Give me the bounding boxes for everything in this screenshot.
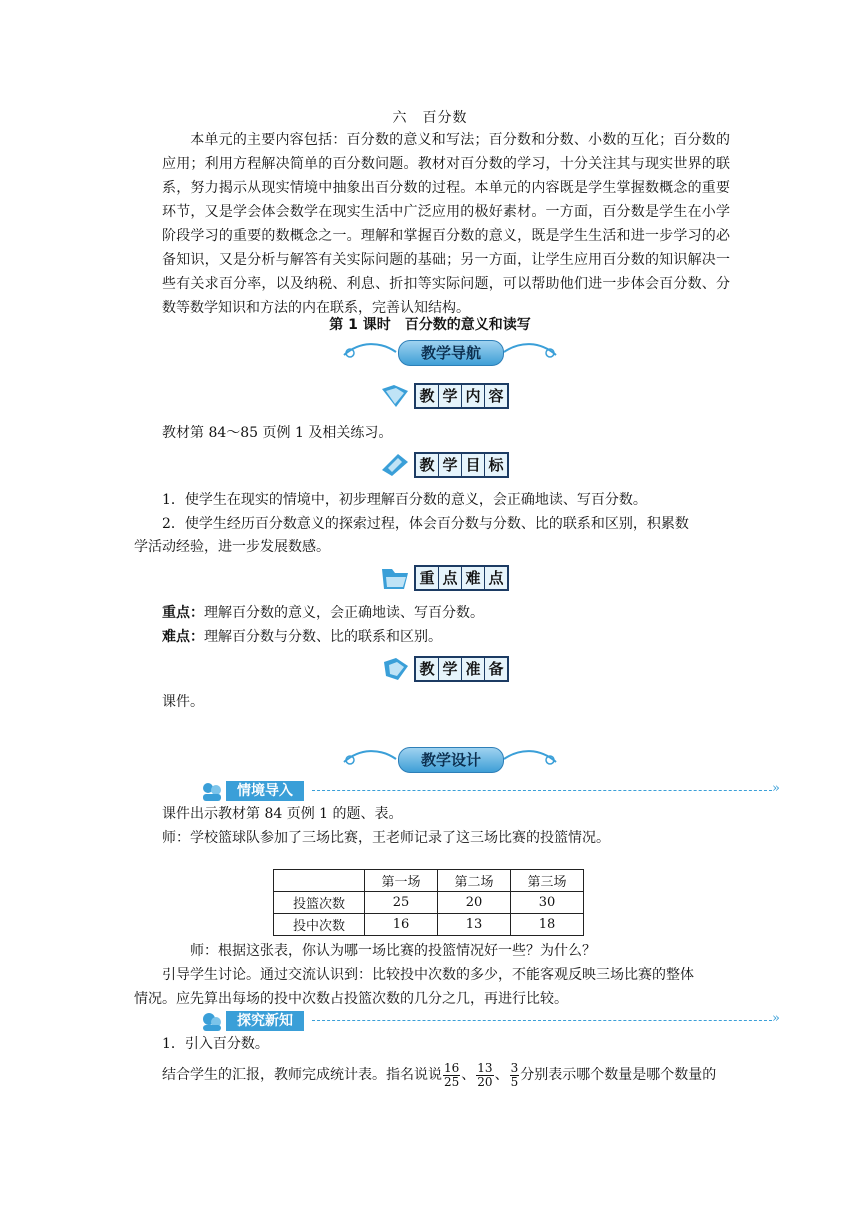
table-row [274,892,584,914]
content-text: 教材第 84～85 页例 1 及相关练习。 [162,425,393,441]
heading-char: 内 [462,385,485,407]
separator: 、 [494,1067,509,1083]
table-cell: 投篮次数 [274,892,365,914]
section-heading-key-points [380,563,520,593]
heading-char: 学 [439,658,462,680]
table-cell [274,870,365,892]
heading-char: 学 [439,385,462,407]
heading-char: 教 [416,454,439,476]
key-point-line [162,603,484,623]
discussion-line-2: 情况。应先算出每场的投中次数占投篮次数的几分之几，再进行比较。 [134,991,568,1007]
materials-icon [380,656,410,682]
scene-intro-tag [200,779,800,803]
section-heading-preparation [380,654,520,684]
fraction-13-20 [476,1062,493,1089]
fraction-denominator: 5 [510,1074,519,1089]
table-cell: 30 [511,892,584,914]
heading-char: 点 [488,569,504,587]
teacher-question: 师：根据这张表，你认为哪一场比赛的投篮情况好一些？为什么？ [190,943,596,959]
teaching-design-banner [340,744,560,774]
teaching-guide-banner [340,337,560,367]
pencil-icon [380,452,410,478]
fraction-denominator: 25 [444,1074,460,1089]
shooting-stats-table [273,869,584,936]
discussion-line-1: 引导学生讨论。通过交流认识到：比较投中次数的多少，不能客观反映三场比赛的整体 [162,967,694,983]
folder-icon [380,565,410,591]
heading-char: 容 [488,387,504,405]
heading-char: 重 [416,567,439,589]
double-chevron-icon: » [772,781,780,796]
explore-tag [200,1009,800,1033]
dashed-divider [312,1020,772,1021]
heading-char: 标 [488,456,504,474]
report-text-pre: 结合学生的汇报，教师完成统计表。指名说说 [162,1067,442,1083]
teaching-design-title: 教学设计 [398,747,504,773]
fraction-numerator: 16 [444,1060,460,1075]
explore-report-line [162,1058,716,1092]
heading-char: 目 [462,454,485,476]
fraction-3-5 [510,1062,520,1089]
unit-title: 六 百分数 [392,110,468,126]
difficult-point-label: 难点： [162,629,204,645]
goal-2-line-1: 2．使学生经历百分数意义的探索过程，体会百分数与分数、比的联系和区别，积累数 [162,516,689,532]
separator: 、 [461,1067,476,1083]
explore-step-1: 1．引入百分数。 [162,1036,269,1052]
section-heading-content [380,381,520,411]
heading-char: 点 [439,567,462,589]
heading-char: 难 [462,567,485,589]
fraction-numerator: 13 [477,1060,493,1075]
intro-line-1: 课件出示教材第 84 页例 1 的题、表。 [162,806,403,822]
report-text-post: 分别表示哪个数量是哪个数量的 [520,1067,717,1083]
double-chevron-icon: » [772,1011,780,1026]
goal-2-line-2: 学活动经验，进一步发展数感。 [134,539,330,555]
table-header-row [274,870,584,892]
intro-line-2: 师：学校篮球队参加了三场比赛，王老师记录了这三场比赛的投篮情况。 [162,830,610,846]
key-point-text: 理解百分数的意义，会正确地读、写百分数。 [204,605,484,621]
goal-1: 1．使学生在现实的情境中，初步理解百分数的意义，会正确地读、写百分数。 [162,492,647,508]
table-row [274,914,584,936]
key-point-label: 重点： [162,605,204,621]
heading-char: 教 [416,385,439,407]
fraction-16-25 [443,1062,460,1089]
explore-icon [200,1009,224,1033]
preparation-text: 课件。 [162,694,204,710]
fraction-numerator: 3 [510,1060,519,1075]
teaching-guide-title: 教学导航 [398,340,504,366]
table-cell: 投中次数 [274,914,365,936]
unit-intro-paragraph [162,128,730,320]
difficult-point-line [162,627,442,647]
book-icon [380,383,410,409]
scene-intro-label: 情境导入 [226,781,304,801]
table-cell: 第三场 [511,870,584,892]
table-cell: 25 [365,892,438,914]
heading-char: 准 [462,658,485,680]
dashed-divider [312,790,772,791]
table-cell: 第一场 [365,870,438,892]
table-cell: 第二场 [438,870,511,892]
fraction-denominator: 20 [477,1074,493,1089]
table-cell: 18 [511,914,584,936]
explore-label: 探究新知 [226,1011,304,1031]
difficult-point-text: 理解百分数与分数、比的联系和区别。 [204,629,442,645]
heading-char: 备 [488,660,504,678]
people-icon [200,779,224,803]
heading-char: 学 [439,454,462,476]
table-cell: 13 [438,914,511,936]
section-heading-goals [380,450,520,480]
table-cell: 20 [438,892,511,914]
unit-intro-text: 本单元的主要内容包括：百分数的意义和写法；百分数和分数、小数的互化；百分数的应用；利用方程解决简单的百分数问题。教材对百分数的学习，十分关注其与现实世界的联系，努力揭示从现实情境中抽象出百分数的过程。本单元的内容既是学生掌握数概念的重要环节，又是学会体会数学在现实生活中广泛应用的极好素材。一方面，百分数是学生在小学阶段学习的重要的数概念之一。理解和掌握百分数的意义，既是学生生活和进一步学习的必备知识，又是分析与解答有关实际问题的基础；另一方面，让学生应用百分数的知识解决一些有关求百分率，以及纳税、利息、折扣等实际问题，可以帮助他们进一步体会百分数、分数等数学知识和方法的内在联系，完善认知结构。 [162,132,730,316]
table-cell: 16 [365,914,438,936]
lesson-title: 第 1 课时 百分数的意义和读写 [329,317,531,333]
heading-char: 教 [416,658,439,680]
